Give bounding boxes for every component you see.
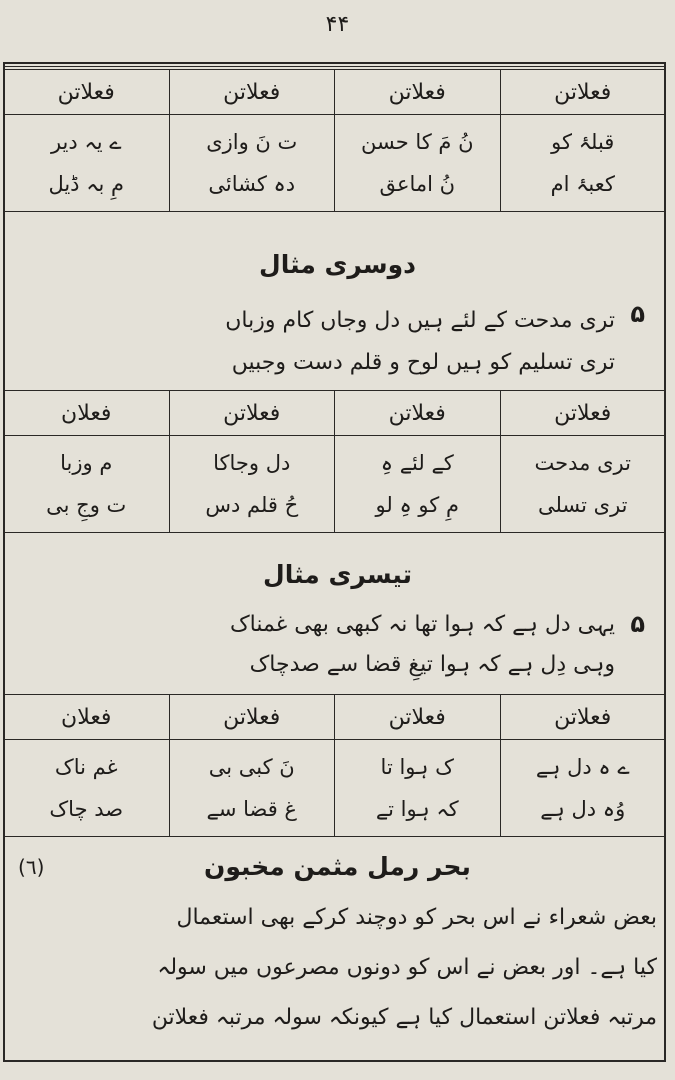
table-cell: [500, 740, 666, 837]
table-cell: [169, 436, 335, 533]
cell-line-1: غم ناک: [54, 755, 118, 779]
cell-line-2: مِ بہ ڈیل: [48, 172, 125, 196]
section-title: بحر رمل مثمن مخبون: [204, 852, 471, 881]
cell-line-2: ت وجِ بی: [46, 493, 127, 517]
cell-line-1: قبلۂ کو: [551, 130, 615, 154]
table-cell: [169, 115, 335, 212]
table-header-cell: فعلاتن: [4, 70, 170, 115]
table-cell: [4, 740, 170, 837]
example-heading-2: دوسری مثال: [259, 250, 416, 279]
verse-line: تری مدحت کے لئے ہیں دل وجاں کام وزباں: [225, 308, 615, 333]
cell-line-2: دہ کشائی: [208, 172, 296, 196]
table-cell: [335, 740, 501, 837]
cell-line-2: نُ اماعق: [379, 172, 456, 196]
cell-line-1: کے لئے ہِ: [380, 451, 454, 475]
cell-line-1: دل وجاکا: [213, 451, 291, 475]
table-cell: [4, 115, 170, 212]
table-header-cell: فعلاتن: [500, 695, 666, 740]
cell-line-1: ے ہ دل ہے: [535, 755, 630, 779]
table-cell: [169, 740, 335, 837]
verse-line: تری تسلیم کو ہیں لوح و قلم دست وجبیں: [231, 350, 615, 375]
table-cell: [335, 115, 501, 212]
cell-line-2: کعبۂ ام: [550, 172, 615, 196]
example-heading-3: تیسری مثال: [263, 560, 412, 589]
table-cell: [500, 115, 666, 212]
cell-line-1: نَ کبی بی: [208, 755, 295, 779]
scansion-table-1: [3, 69, 666, 212]
table-row: [4, 436, 666, 533]
cell-line-1: نُ مَ کا حسن: [360, 130, 474, 154]
cell-line-2: کہ ہوا تے: [375, 797, 459, 821]
table-cell: [4, 436, 170, 533]
table-cell: [335, 436, 501, 533]
paragraph-line: کیا ہے۔ اور بعض نے اس کو دونوں مصرعوں میں سولہ: [157, 955, 657, 980]
cell-line-1: ے یہ دیر: [50, 130, 122, 154]
table-header-cell: فعلاتن: [500, 70, 666, 115]
table-header-row: [4, 695, 666, 740]
table-header-cell: فعلاتن: [169, 70, 335, 115]
verse-number: ۵: [630, 610, 645, 638]
table-header-cell: فعلاتن: [335, 70, 501, 115]
table-header-cell: فعلاتن: [335, 391, 501, 436]
verse-line: یہی دل ہے کہ ہوا تھا نہ کبھی بھی غمناک: [229, 612, 615, 637]
table-header-row: [4, 70, 666, 115]
cell-line-1: م وزبا: [60, 451, 113, 475]
cell-line-1: ت نَ وازی: [206, 130, 298, 154]
table-header-row: [4, 391, 666, 436]
paragraph-line: بعض شعراء نے اس بحر کو دوچند کرکے بھی استعمال: [176, 905, 657, 930]
table-row: [4, 115, 666, 212]
cell-line-2: حُ قلم دس: [205, 493, 299, 517]
page-number: ۴۴: [325, 12, 350, 37]
table-header-cell: فعلان: [4, 695, 170, 740]
table-header-cell: فعلاتن: [335, 695, 501, 740]
table-row: [4, 740, 666, 837]
verse-number: ۵: [630, 300, 645, 328]
cell-line-2: مِ کو ہِ لو: [375, 493, 459, 517]
cell-line-2: غ قضا سے: [206, 797, 297, 821]
verse-line: وہی دِل ہے کہ ہوا تیغِ قضا سے صدچاک: [249, 652, 615, 677]
cell-line-2: صد چاک: [49, 797, 124, 821]
cell-line-1: ک ہوا تا: [380, 755, 454, 779]
table-header-cell: فعلاتن: [169, 391, 335, 436]
section-number: (٦): [18, 855, 45, 879]
cell-line-2: وُہ دل ہے: [540, 797, 626, 821]
table-header-cell: فعلان: [4, 391, 170, 436]
table-header-cell: فعلاتن: [500, 391, 666, 436]
scansion-table-3: [3, 694, 666, 837]
cell-line-2: تری تسلی: [537, 493, 628, 517]
table-header-cell: فعلاتن: [169, 695, 335, 740]
paragraph-line: مرتبہ فعلاتن استعمال کیا ہے کیونکہ سولہ مرتبہ فعلاتن: [151, 1005, 657, 1030]
frame-inner-rule: [3, 66, 666, 67]
table-cell: [500, 436, 666, 533]
scansion-table-2: [3, 390, 666, 533]
cell-line-1: تری مدحت: [534, 451, 631, 475]
